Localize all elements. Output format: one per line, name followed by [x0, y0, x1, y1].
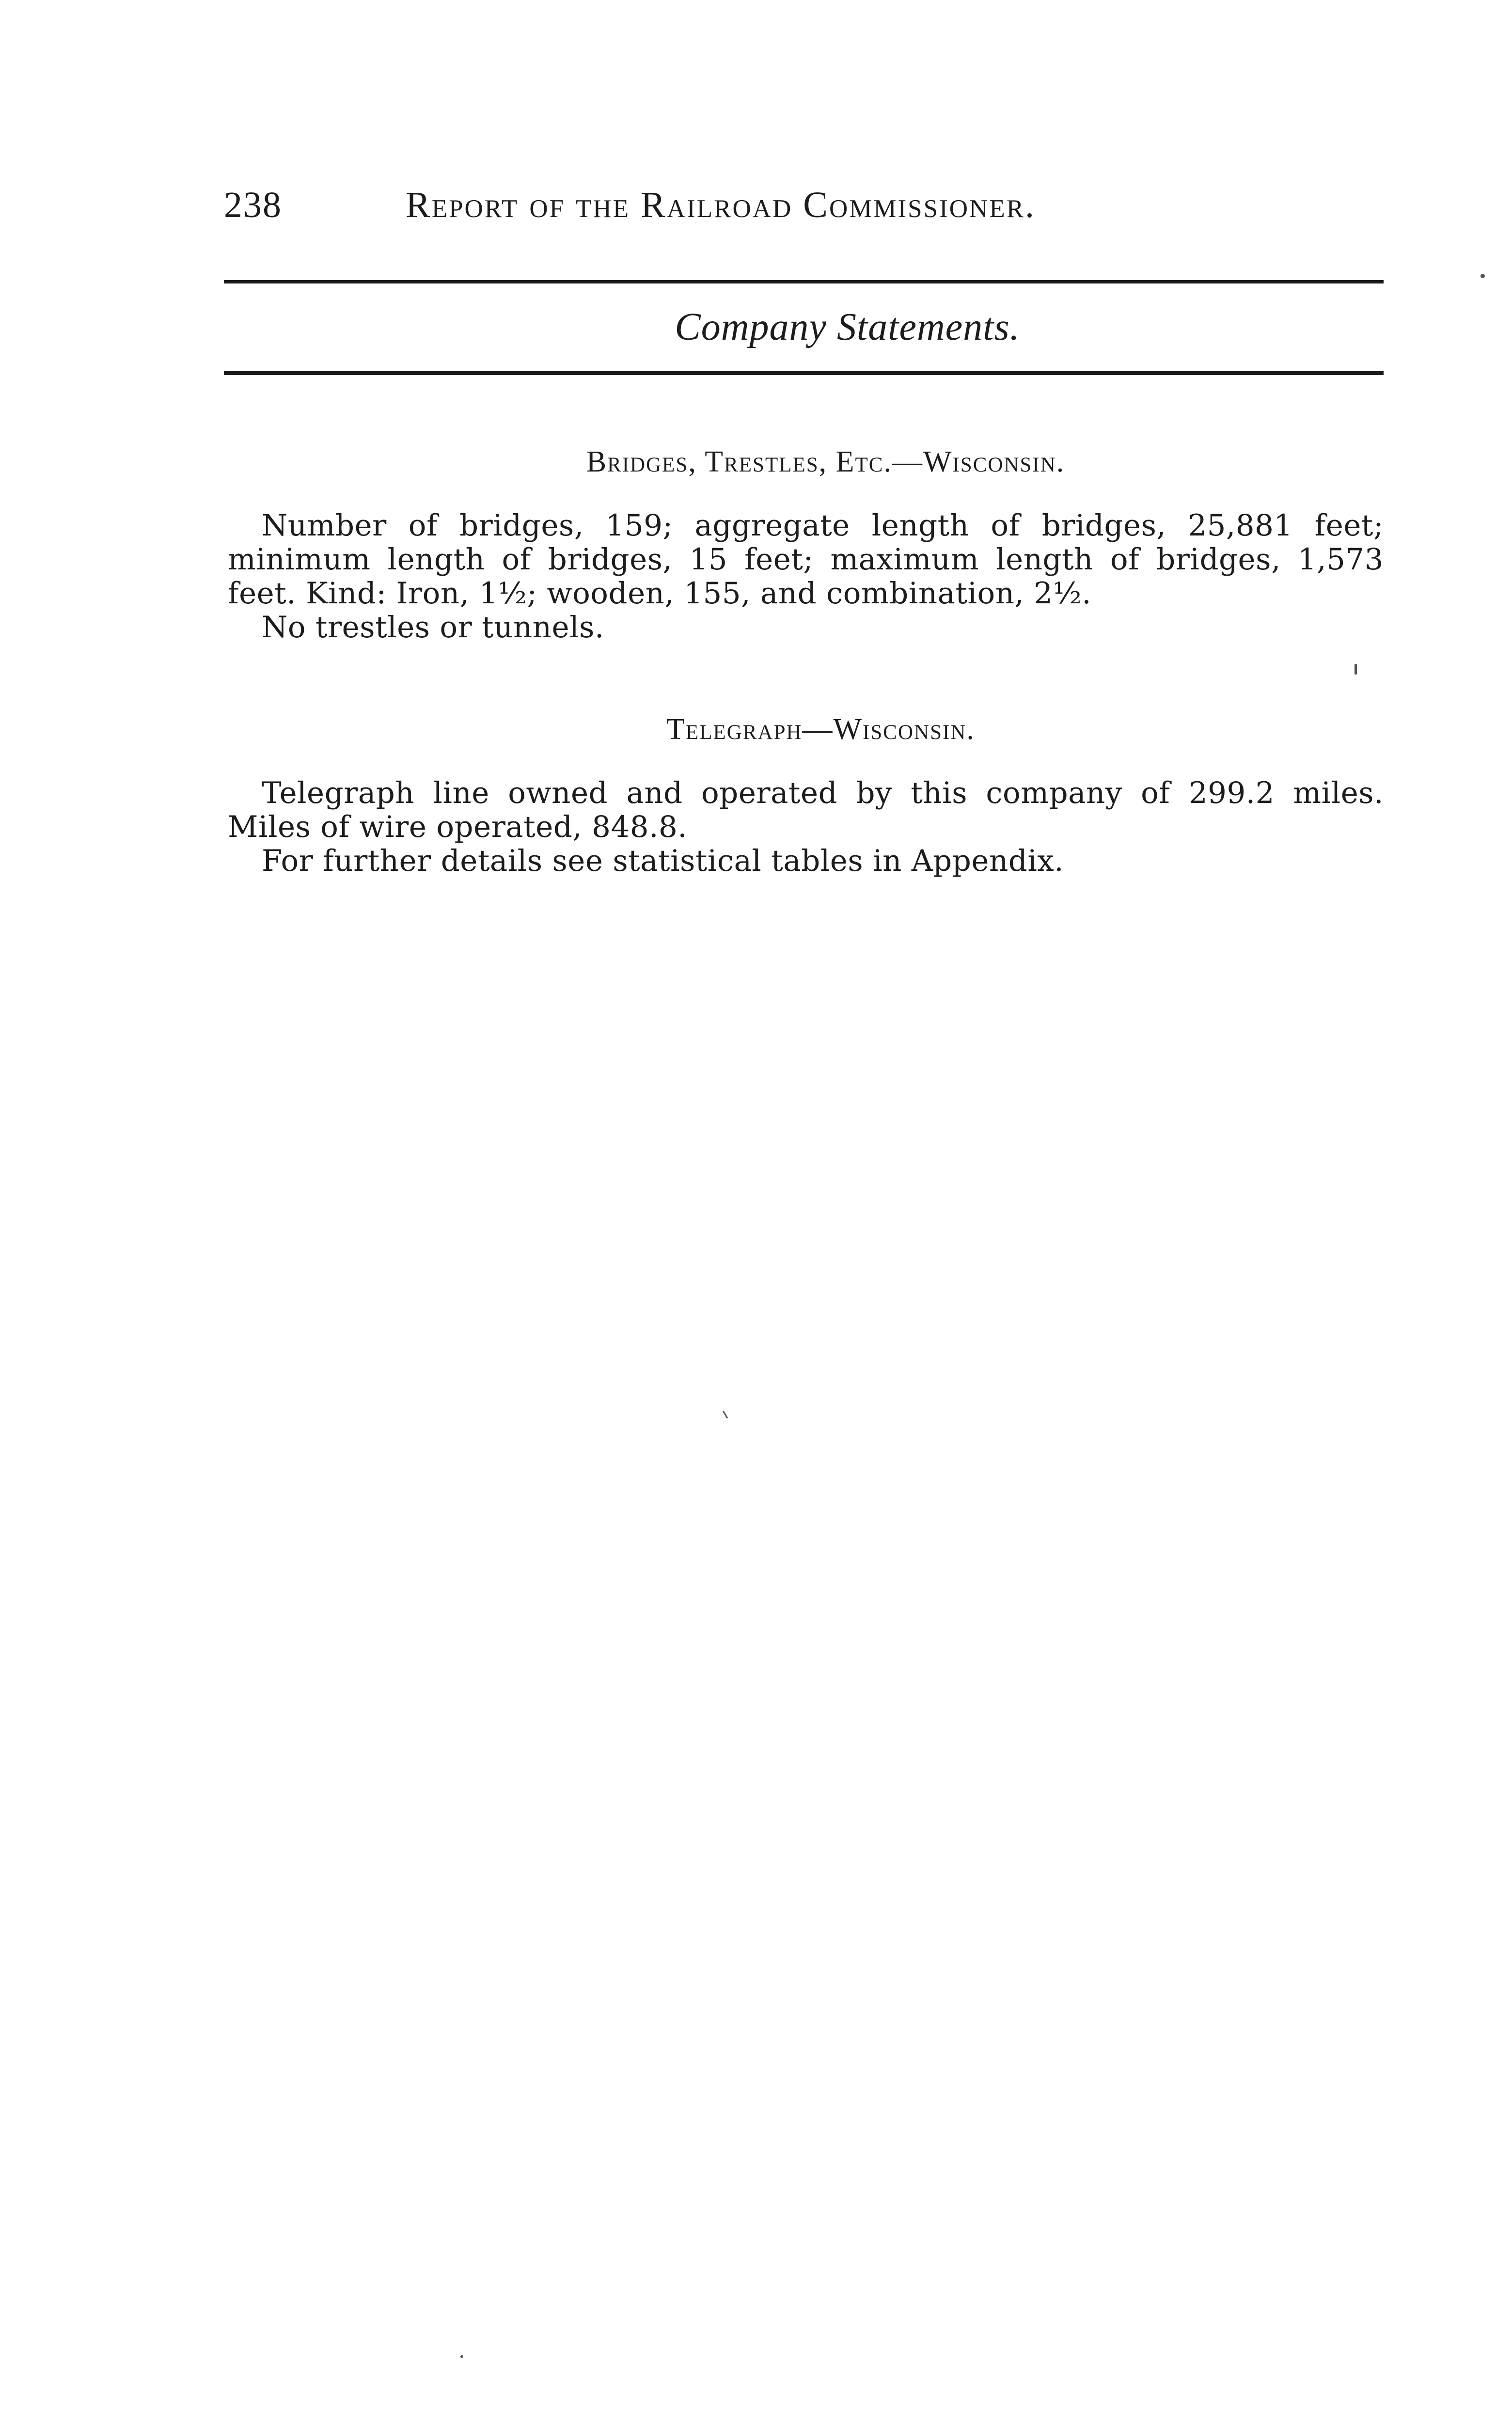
page-number: 238 — [224, 185, 282, 225]
bridges-paragraph: No trestles or tunnels. — [262, 610, 604, 645]
telegraph-heading: Telegraph—Wisconsin. — [666, 713, 975, 746]
telegraph-section — [228, 776, 1384, 878]
scan-speck — [723, 1410, 728, 1418]
top-rule — [224, 280, 1384, 283]
section-title: Company Statements. — [675, 306, 1020, 348]
scan-speck — [460, 2355, 463, 2358]
scan-speck — [1354, 664, 1357, 675]
bridges-section — [228, 509, 1384, 645]
scan-speck — [1480, 274, 1485, 278]
bridges-heading: Bridges, Trestles, Etc.—Wisconsin. — [586, 445, 1065, 478]
running-title: Report of the Railroad Commissioner. — [406, 185, 1036, 225]
telegraph-paragraph: Telegraph line owned and operated by this company of 299.2 miles. Miles of wire operated, 848.8. — [228, 776, 1384, 844]
page-header — [224, 184, 1387, 237]
telegraph-paragraph: For further details see statistical tables in Appendix. — [262, 844, 1064, 878]
bottom-rule — [224, 371, 1384, 375]
bridges-paragraph: Number of bridges, 159; aggregate length of bridges, 25,881 feet; minimum length of bridges, 15 feet; maximum length of bridges, 1,573 feet. Kind: Iron, 1½; wooden, 155, and combination, 2½. — [228, 508, 1384, 611]
